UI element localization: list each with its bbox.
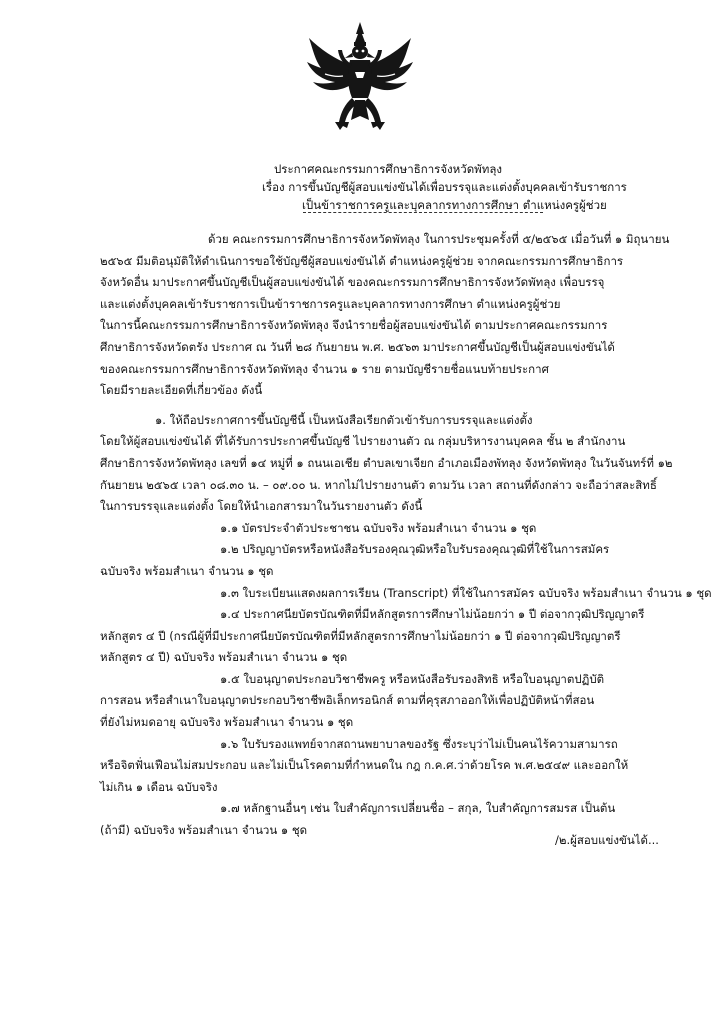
document-body	[100, 229, 712, 842]
item-1-4-continued: หลักสูตร ๔ ปี) ฉบับจริง พร้อมสำเนา จำนวน ๑ ชุด	[100, 650, 348, 665]
section-1-line: โดยให้ผู้สอบแข่งขันได้ ที่ได้รับการประกาศขึ้นบัญชี ไปรายงานตัว ณ กลุ่มบริหารงานบุคคล ชั้น ๒ สำนักงาน	[100, 434, 626, 449]
item-1-5-continued: ที่ยังไม่หมดอายุ ฉบับจริง พร้อมสำเนา จำนวน ๑ ชุด	[100, 715, 354, 730]
section-1-line: กันยายน ๒๕๖๕ เวลา ๐๘.๓๐ น. – ๐๙.๐๐ น. หากไม่ไปรายงานตัว ตามวัน เวลา สถานที่ดังกล่าว จะถือว่าสละสิทธิ์	[100, 477, 657, 492]
item-1-7-continued: (ถ้ามี) ฉบับจริง พร้อมสำเนา จำนวน ๑ ชุด	[100, 823, 308, 838]
item-1-5: ๑.๕ ใบอนุญาตประกอบวิชาชีพครู หรือหนังสือรับรองสิทธิ หรือใบอนุญาตปฏิบัติ	[220, 671, 605, 686]
section-1-line: ๑. ให้ถือประกาศการขึ้นบัญชีนี้ เป็นหนังสือเรียกตัวเข้ารับการบรรจุและแต่งตั้ง	[155, 412, 533, 427]
item-1-1: ๑.๑ บัตรประจำตัวประชาชน ฉบับจริง พร้อมสำเนา จำนวน ๑ ชุด	[220, 520, 537, 535]
intro-line: และแต่งตั้งบุคคลเข้ารับราชการเป็นข้าราชการครูและบุคลากรทางการศึกษา ตำแหน่งครูผู้ช่วย	[100, 296, 561, 311]
intro-line: จังหวัดอื่น มาประกาศขึ้นบัญชีเป็นผู้สอบแข่งขันได้ ของคณะกรรมการศึกษาธิการจังหวัดพัทลุง เพื่อบรรจุ	[100, 275, 605, 290]
item-1-4-continued: หลักสูตร ๔ ปี (กรณีผู้ที่มีประกาศนียบัตรบัณฑิตที่มีหลักสูตรการศึกษาไม่น้อยกว่า ๑ ปี ต่อจากวุฒิปริญญาตรี	[100, 628, 621, 643]
item-1-4: ๑.๔ ประกาศนียบัตรบัณฑิตที่มีหลักสูตรการศึกษาไม่น้อยกว่า ๑ ปี ต่อจากวุฒิปริญญาตรี	[220, 607, 645, 622]
subject-line-continued: เป็นข้าราชการครูและบุคลากรทางการศึกษา ตำแหน่งครูผู้ช่วย	[302, 198, 607, 212]
subject-line: เรื่อง การขึ้นบัญชีผู้สอบแข่งขันได้เพื่อบรรจุและแต่งตั้งบุคคลเข้ารับราชการ	[262, 180, 627, 194]
item-1-6: ๑.๖ ใบรับรองแพทย์จากสถานพยาบาลของรัฐ ซึ่งระบุว่าไม่เป็นคนไร้ความสามารถ	[220, 736, 618, 751]
intro-line: ด้วย คณะกรรมการศึกษาธิการจังหวัดพัทลุง ในการประชุมครั้งที่ ๕/๒๕๖๕ เมื่อวันที่ ๑ มิถุนายน	[208, 232, 670, 246]
garuda-emblem-icon	[305, 20, 415, 138]
item-1-3: ๑.๓ ใบระเบียนแสดงผลการเรียน (Transcript) ที่ใช้ในการสมัคร ฉบับจริง พร้อมสำเนา จำนวน ๑ ชุด	[220, 585, 712, 600]
item-1-7: ๑.๗ หลักฐานอื่นๆ เช่น ใบสำคัญการเปลี่ยนชื่อ – สกุล, ใบสำคัญการสมรส เป็นต้น	[220, 801, 616, 816]
item-1-2: ๑.๒ ปริญญาบัตรหรือหนังสือรับรองคุณวุฒิหรือใบรับรองคุณวุฒิที่ใช้ในการสมัคร	[220, 542, 610, 557]
intro-line: ในการนี้คณะกรรมการศึกษาธิการจังหวัดพัทลุง จึงนำรายชื่อผู้สอบแข่งขันได้ ตามประกาศคณะกรรมการ	[100, 318, 608, 333]
intro-line: ของคณะกรรมการศึกษาธิการจังหวัดพัทลุง จำนวน ๑ ราย ตามบัญชีรายชื่อแนบท้ายประกาศ	[100, 361, 549, 376]
section-1-line: ศึกษาธิการจังหวัดพัทลุง เลขที่ ๑๔ หมู่ที่ ๑ ถนนเอเชีย ตำบลเขาเจียก อำเภอเมืองพัทลุง จังหวัดพัทลุง ในวันจันทร์ที่ ๑๒	[100, 455, 673, 470]
divider	[303, 212, 543, 213]
item-1-2-continued: ฉบับจริง พร้อมสำเนา จำนวน ๑ ชุด	[100, 563, 274, 578]
section-1-line: ในการบรรจุและแต่งตั้ง โดยให้นำเอกสารมาในวันรายงานตัว ดังนี้	[100, 499, 423, 514]
announcement-header	[262, 160, 702, 214]
intro-line: ๒๕๖๕ มีมติอนุมัติให้ดำเนินการขอใช้บัญชีผู้สอบแข่งขันได้ ตำแหน่งครูผู้ช่วย จากคณะกรรมการศึกษาธิการ	[100, 253, 624, 268]
intro-line: โดยมีรายละเอียดที่เกี่ยวข้อง ดังนี้	[100, 383, 263, 398]
item-1-6-continued: ไม่เกิน ๑ เดือน ฉบับจริง	[100, 779, 218, 794]
announcement-title: ประกาศคณะกรรมการศึกษาธิการจังหวัดพัทลุง	[274, 162, 503, 176]
item-1-6-continued: หรือจิตฟั่นเฟือนไม่สมประกอบ และไม่เป็นโรคตามที่กำหนดใน กฎ ก.ค.ศ.ว่าด้วยโรค พ.ศ.๒๕๔๙ และออกให้	[100, 758, 629, 773]
intro-line: ศึกษาธิการจังหวัดตรัง ประกาศ ณ วันที่ ๒๘ กันยายน พ.ศ. ๒๕๖๓ มาประกาศขึ้นบัญชีเป็นผู้สอบแข่งขันได้	[100, 339, 615, 354]
page-continuation: /๒.ผู้สอบแข่งขันได้...	[555, 833, 659, 847]
item-1-5-continued: การสอน หรือสำเนาใบอนุญาตประกอบวิชาชีพอิเล็กทรอนิกส์ ตามที่คุรุสภาออกให้เพื่อปฏิบัติหน้าที่สอน	[100, 693, 595, 708]
